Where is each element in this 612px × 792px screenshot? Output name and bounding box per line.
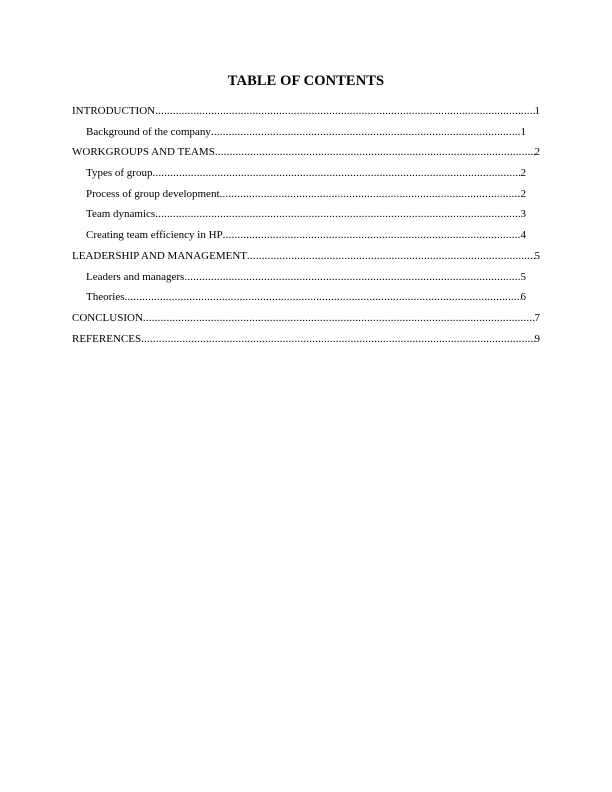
toc-dot-leader xyxy=(152,163,520,184)
toc-title: TABLE OF CONTENTS xyxy=(227,73,385,89)
toc-entry-label: Background of the company xyxy=(86,125,211,138)
toc-entry-leaders-and-managers[interactable] xyxy=(86,267,526,288)
toc-dot-leader xyxy=(184,267,520,288)
toc-entry-label: REFERENCES xyxy=(72,332,142,345)
toc-entry-label: Team dynamics xyxy=(86,208,156,221)
toc-entry-label: Leaders and managers xyxy=(86,270,185,283)
toc-dot-leader xyxy=(155,101,534,122)
toc-dot-leader xyxy=(155,204,520,225)
toc-entry-introduction[interactable] xyxy=(72,101,540,122)
toc-page-number: 2 xyxy=(520,167,526,180)
toc-dot-leader xyxy=(141,329,534,350)
toc-entry-theories[interactable] xyxy=(86,287,526,308)
toc-entry-conclusion[interactable] xyxy=(72,308,540,329)
toc-page-number: 4 xyxy=(520,229,526,242)
toc-page-number: 1 xyxy=(534,105,540,117)
toc-dot-leader xyxy=(211,122,521,143)
toc-page-number: 7 xyxy=(534,311,540,324)
toc-entry-creating-team-efficiency-in-hp[interactable] xyxy=(86,225,526,246)
toc-entry-references[interactable] xyxy=(72,329,540,350)
toc-page-number: 2 xyxy=(520,187,526,200)
toc-page-number: 3 xyxy=(520,208,526,221)
toc-entry-label: Types of group xyxy=(86,167,153,180)
toc-dot-leader xyxy=(143,308,535,329)
toc-entry-label: CONCLUSION xyxy=(72,311,143,324)
toc-page-number: 9 xyxy=(534,332,540,345)
toc-entry-label: INTRODUCTION xyxy=(72,105,156,117)
toc-page-number: 5 xyxy=(534,249,540,262)
toc-entry-background-of-the-company[interactable] xyxy=(86,122,526,143)
toc-entry-label: Theories xyxy=(86,291,125,304)
toc-page-number: 5 xyxy=(520,270,526,283)
toc-entry-label: Creating team efficiency in HP xyxy=(86,229,223,242)
toc-entry-types-of-group[interactable] xyxy=(86,163,526,184)
toc-entry-label: Process of group development xyxy=(86,187,220,200)
toc-entry-process-of-group-development[interactable] xyxy=(86,184,526,205)
toc-dot-leader xyxy=(223,225,521,246)
toc-dot-leader xyxy=(247,246,535,267)
toc-dot-leader xyxy=(215,142,535,163)
toc-entry-label: LEADERSHIP AND MANAGEMENT xyxy=(72,249,247,262)
toc-entry-workgroups-and-teams[interactable] xyxy=(72,142,540,163)
toc-entry-label: WORKGROUPS AND TEAMS xyxy=(72,146,215,159)
toc-entry-team-dynamics[interactable] xyxy=(86,204,526,225)
toc-page-number: 2 xyxy=(534,146,540,159)
toc-dot-leader xyxy=(220,184,521,205)
toc-page-number: 6 xyxy=(520,291,526,304)
toc-page-number: 1 xyxy=(520,125,526,138)
toc-dot-leader xyxy=(124,287,520,308)
toc-entry-leadership-and-management[interactable] xyxy=(72,246,540,267)
toc-list xyxy=(72,101,542,349)
